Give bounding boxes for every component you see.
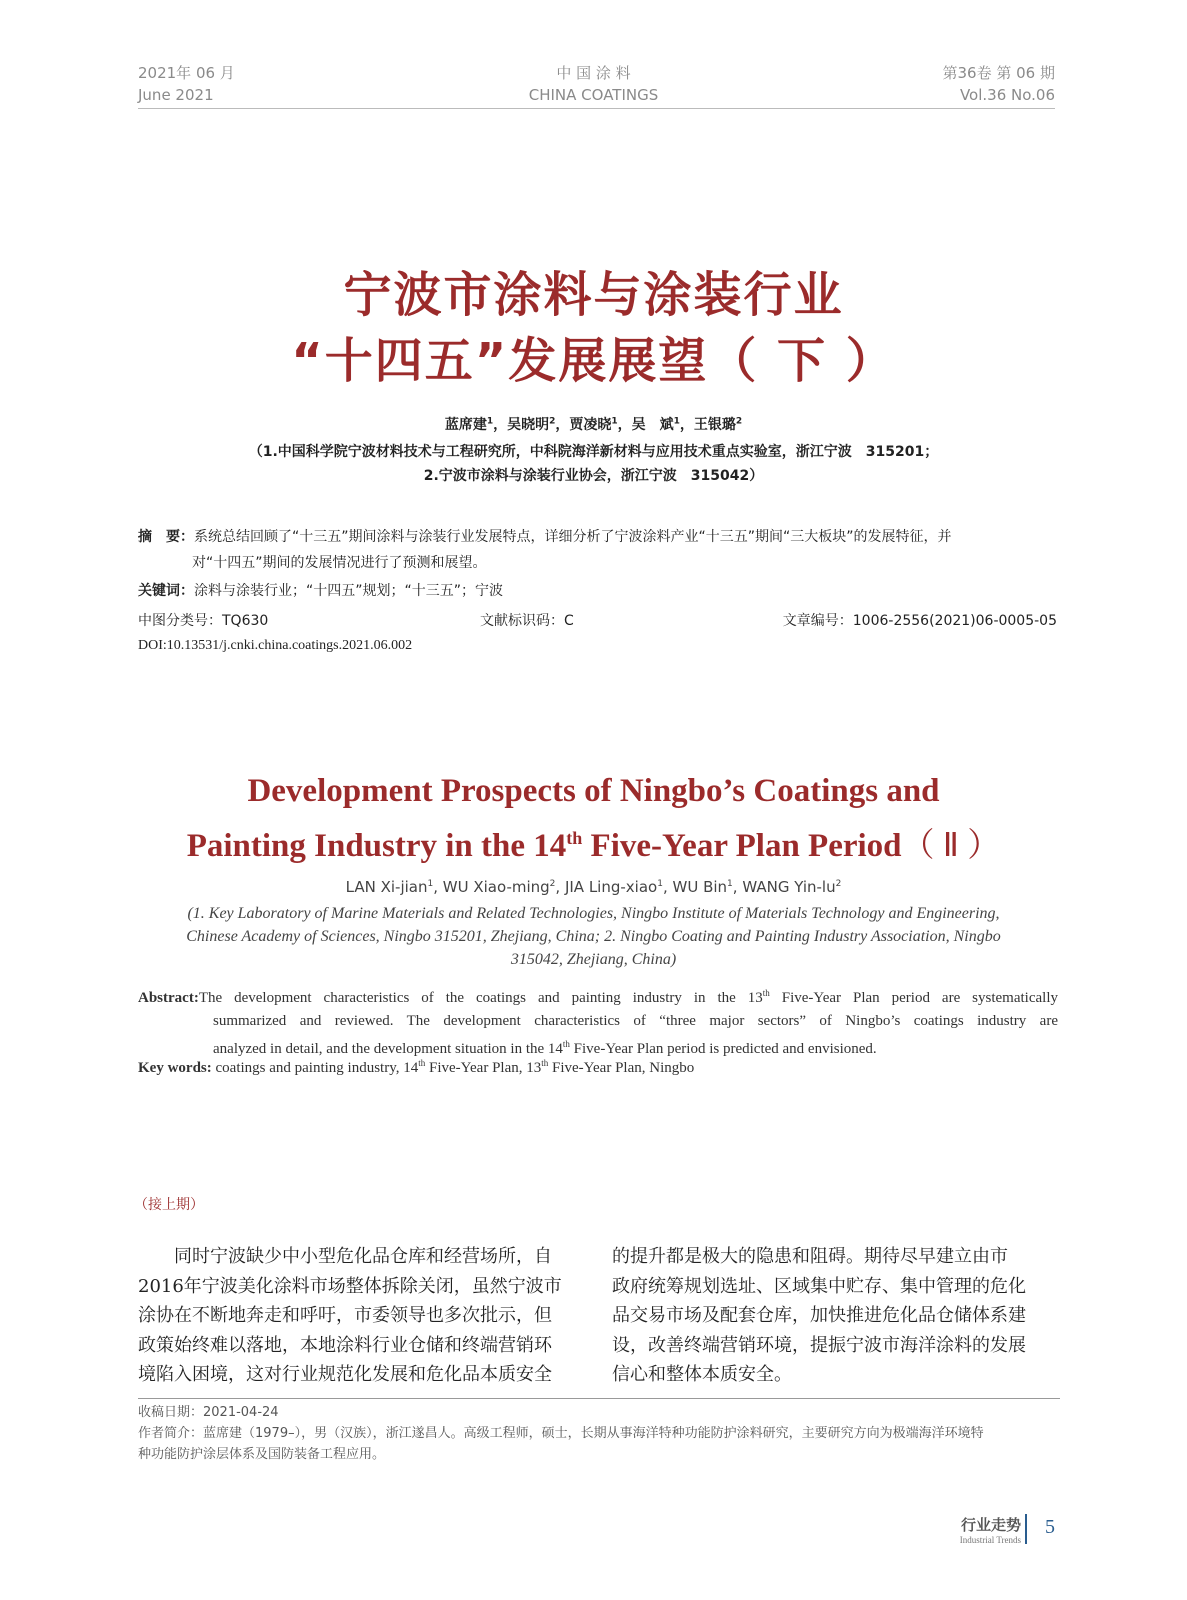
author-name: 蓝席建 xyxy=(444,417,487,433)
header-right: 第36卷 第 06 期 Vol.36 No.06 xyxy=(942,64,1055,104)
header-rule xyxy=(138,108,1055,109)
author-affiliation-mark: 1 xyxy=(673,416,680,427)
doi: DOI:10.13531/j.cnki.china.coatings.2021.06.002 xyxy=(138,638,413,653)
author-affiliation-mark: 1 xyxy=(427,879,434,889)
author-affiliation-mark: 2 xyxy=(549,416,556,427)
author-affiliation-mark: 1 xyxy=(657,879,663,889)
article-number: 文章编号：1006-2556(2021)06-0005-05 xyxy=(782,613,1057,629)
body-column-1: 同时宁波缺少中小型危化品仓库和经营场所，自 2016年宁波美化涂料市场整体拆除关闭，虽然宁波市 涂协在不断地奔走和呼吁，市委领导也多次批示，但 政策始终难以落地，本地涂料行业仓储和终端营销环 境陷入困境，这对行业规范化发展和危化品本质安全 xyxy=(138,1246,562,1385)
en-affiliation: (1. Key Laboratory of Marine Materials and Related Technologies, Ningbo Institute of Materials Technology and Engineering, Chinese Academy of Sciences, Ningbo 315201, Zhejiang, China; 2. Ningbo Coating and Painting Industry Association, Ningbo 315042, Zhejiang, China) xyxy=(186,905,1001,968)
author-name: 吴晓明 xyxy=(507,417,550,433)
cn-title: 宁波市涂料与涂装行业 “十四五”发展展望（ 下 ） xyxy=(291,267,896,389)
continued-label: （接上期） xyxy=(134,1198,204,1213)
author-name: 吴 斌 xyxy=(631,417,674,433)
author-name: LAN Xi-jian xyxy=(345,878,428,896)
footnote-rule xyxy=(138,1398,1060,1399)
author-name: JIA Ling-xiao xyxy=(564,878,658,896)
author-affiliation-mark: 1 xyxy=(611,416,618,427)
cn-abstract: 摘 要：系统总结回顾了“十三五”期间涂料与涂装行业发展特点，详细分析了宁波涂料产业“十三五”期间“三大板块”的发展特征，并 对“十四五”期间的发展情况进行了预测和展望。 xyxy=(138,529,952,571)
author-name: WU Bin xyxy=(672,878,728,896)
footnote: 收稿日期：2021-04-24 作者简介：蓝席建（1979–），男（汉族），浙江遂昌人。高级工程师，硕士，长期从事海洋特种功能防护涂料研究，主要研究方向为极端海洋环境特 种功能防护涂层体系及国防装备工程应用。 xyxy=(138,1405,984,1462)
en-keywords: Key words: coatings and painting industry, 14th Five-Year Plan, 13th Five-Year Plan, Ningbo xyxy=(138,1058,695,1076)
page-number: 5 xyxy=(1045,1516,1055,1538)
cn-authors: 蓝席建$^1$，吴晓明$^2$，贾凌晓$^1$，吴 斌$^1$，王银璐$^2$ xyxy=(444,416,743,433)
en-title: Development Prospects of Ningbo’s Coatings and Painting Industry in the 14th Five-Year Plan Period（ Ⅱ ） xyxy=(186,773,1001,864)
en-authors: LAN Xi-jian$^1$, WU Xiao-ming$^2$, JIA Ling-xiao$^1$, WU Bin$^1$, WANG Yin-$lu^2$ xyxy=(345,878,842,896)
clc-number: 中图分类号：TQ630 xyxy=(138,613,269,629)
doc-code: 文献标识码：C xyxy=(480,613,574,629)
author-name: 贾凌晓 xyxy=(569,417,612,433)
en-abstract: Abstract:The development characteristics of the coatings and painting industry in the 13th Five-Year Plan period are systematically summarized and reviewed. The development characteristics of “three major sectors” of Ningbo’s coatings industry are analyzed in detail, and the development situation in the 14th Five-Year Plan period is predicted and envisioned. xyxy=(138,988,1058,1057)
author-affiliation-mark: 1 xyxy=(486,416,494,427)
cn-keywords: 关键词：涂料与涂装行业；“十四五”规划；“十三五”；宁波 xyxy=(138,583,504,599)
author-name: WANG Yin-lu xyxy=(742,878,836,896)
author-affiliation-mark: 2 xyxy=(735,416,743,427)
section-label: 行业走势 Industrial Trends xyxy=(959,1516,1021,1545)
cn-affiliation: （1.中国科学院宁波材料技术与工程研究所，中科院海洋新材料与应用技术重点实验室，浙江宁波 315201； 2.宁波市涂料与涂装行业协会，浙江宁波 315042） xyxy=(248,444,939,484)
header-journal: 中 国 涂 料 CHINA COATINGS xyxy=(528,64,659,104)
body-column-2: 的提升都是极大的隐患和阻碍。期待尽早建立由市 政府统筹规划选址、区域集中贮存、集中管理的危化 品交易市场及配套仓库，加快推进危化品仓储体系建 设，改善终端营销环境，提振宁波市海洋涂料的发展 信心和整体本质安全。 xyxy=(612,1246,1026,1385)
author-affiliation-mark: 1 xyxy=(727,879,733,889)
author-name: 王银璐 xyxy=(693,417,736,433)
header-left: 2021年 06 月 June 2021 xyxy=(138,64,235,104)
author-affiliation-mark: 2 xyxy=(835,879,842,889)
author-affiliation-mark: 2 xyxy=(549,879,556,889)
author-name: WU Xiao-ming xyxy=(442,878,550,896)
footer-divider xyxy=(1025,1514,1027,1544)
